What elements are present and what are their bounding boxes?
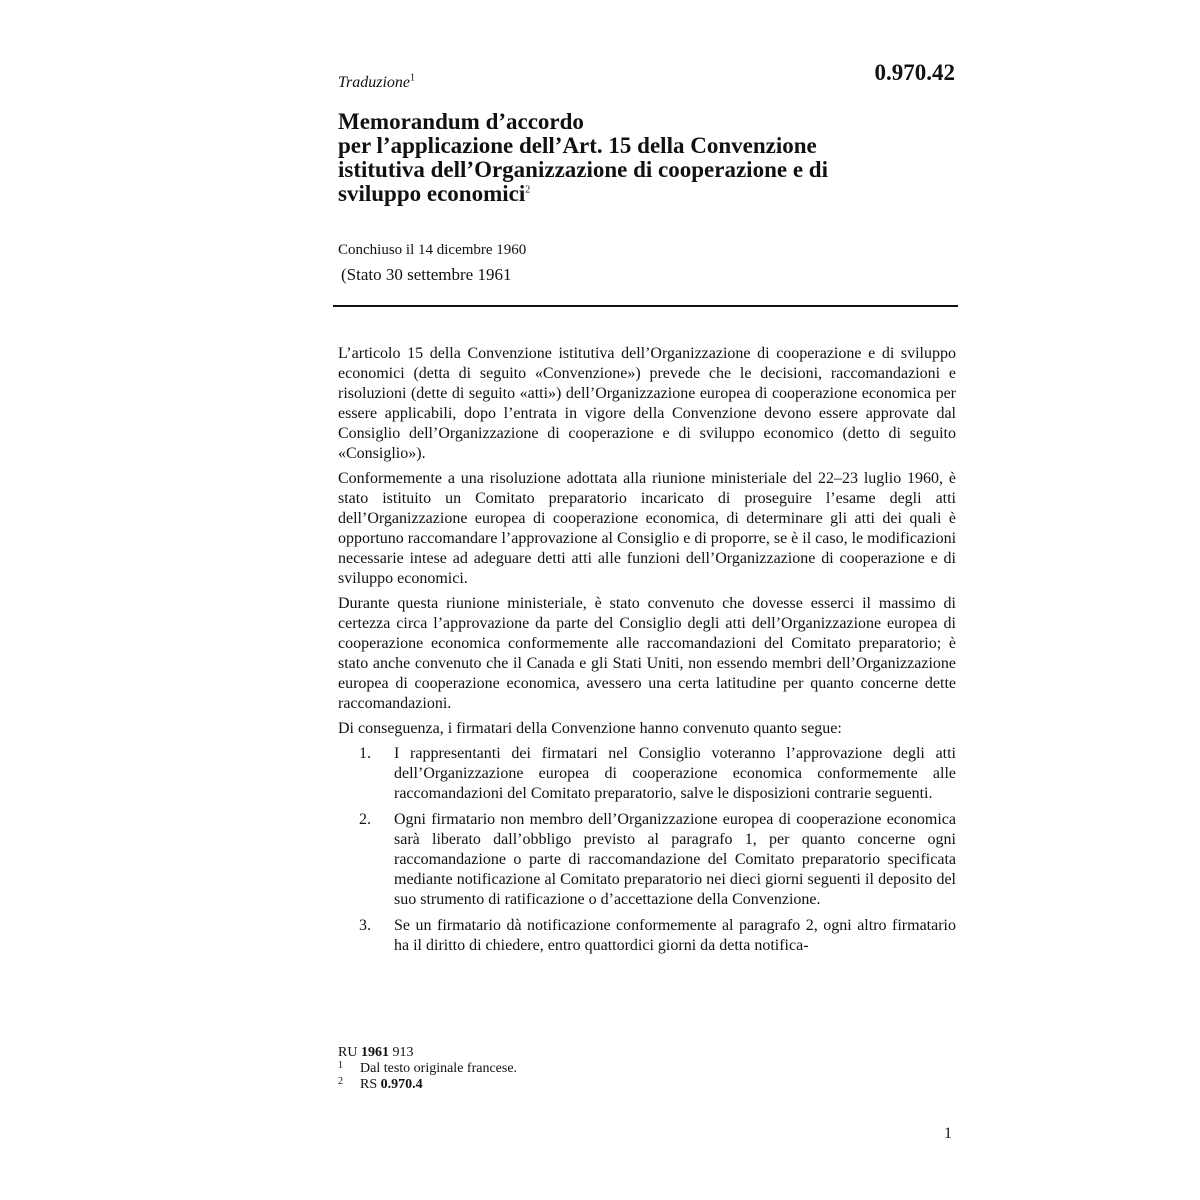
- body-paragraph: Durante questa riunione ministeriale, è stato convenuto che dovesse esserci il massimo di certezza circa l’approvazione da parte del Consiglio degli atti dell’Organizzazione europea di cooperazione economica conformemente alle raccomandazioni del Comitato preparatorio; è stato anche convenuto che il Canada e gli Stati Uniti, non essendo membri dell’Organizzazione europea di cooperazione economica, avessero una certa latitudine per quanto concerne dette raccomandazioni.: [338, 595, 956, 712]
- numbered-list: [338, 744, 956, 956]
- list-item-text: Se un firmatario dà notificazione conformemente al paragrafo 2, ogni altro firmatario ha il diritto di chiedere, entro quattordici giorni da detta notifica-: [394, 917, 956, 954]
- list-item: [338, 810, 956, 910]
- body-paragraph: Conformemente a una risoluzione adottata alla riunione ministeriale del 22–23 luglio 1960, è stato istituito un Comitato preparatorio incaricato di proseguire l’esame degli atti dell’Organizzazione europea di cooperazione economica, di determinare gli atti dei quali è opportuno raccomandare l’approvazione al Consiglio e di proporre, se è il caso, le modificazioni necessarie intese ad adeguare detti atti alle funzioni dell’Organizzazione di cooperazione e di sviluppo economici.: [338, 470, 957, 587]
- list-item-text: Ogni firmatario non membro dell’Organizzazione europea di cooperazione economica sarà liberato dall’obbligo previsto al paragrafo 1, per quanto concerne ogni raccomandazione o parte di raccomandazione del Comitato preparatorio specificata mediante notificazione al Comitato preparatorio nei dieci giorni seguenti il deposito del suo strumento di ratificazione o d’accettazione della Convenzione.: [394, 811, 956, 908]
- title-footnote-ref[interactable]: 2: [525, 184, 531, 196]
- footnote-1: [338, 1061, 517, 1077]
- footnote-text: Dal testo originale francese.: [360, 1061, 518, 1076]
- footnote-mark: 2: [338, 1076, 343, 1087]
- body-paragraph: L’articolo 15 della Convenzione istitutiva dell’Organizzazione di cooperazione e di sviluppo economici (detta di seguito «Convenzione») prevede che le decisioni, raccomandazioni e risoluzioni (dette di seguito «atti») dell’Organizzazione europea di cooperazione economica per essere applicabili, dopo l’entrata in vigore della Convenzione devono essere approvate dal Consiglio dell’Organizzazione di cooperazione e di sviluppo economico (detto di seguito «Consiglio»).: [338, 345, 956, 462]
- list-item-number: 3.: [359, 917, 371, 934]
- footnote-bold-ref[interactable]: 0.970.4: [380, 1077, 423, 1092]
- status-date: (Stato 30 settembre 1961: [341, 265, 512, 284]
- page-number: 1: [944, 1125, 952, 1142]
- title-line: sviluppo economici$^2$: [338, 181, 531, 206]
- list-item-number: 2.: [359, 811, 371, 828]
- list-item: [338, 744, 956, 804]
- title-line: Memorandum d’accordo: [338, 109, 584, 134]
- translation-footnote-ref[interactable]: 1: [410, 72, 416, 84]
- body-paragraph: Di conseguenza, i firmatari della Convenzione hanno convenuto quanto segue:: [338, 720, 842, 737]
- footnote-2: [338, 1077, 517, 1093]
- document-number: 0.970.42: [874, 60, 955, 85]
- title-line: per l’applicazione dell’Art. 15 della Convenzione: [338, 133, 817, 158]
- translation-label: Traduzione$^1$: [338, 72, 416, 91]
- official-collection-ref: RU 1961 913: [338, 1045, 414, 1060]
- document-body: [338, 344, 956, 962]
- concluded-date: Conchiuso il 14 dicembre 1960: [338, 242, 527, 258]
- list-item-text: I rappresentanti dei firmatari nel Consiglio voteranno l’approvazione degli atti dell’Organizzazione europea di cooperazione economica conformemente alle raccomandazioni del Comitato preparatorio, salve le disposizioni contrarie seguenti.: [394, 745, 956, 802]
- footnote-text: RS: [360, 1077, 378, 1092]
- footnotes: [338, 1045, 517, 1093]
- document-title: [338, 110, 938, 206]
- title-line: istitutiva dell’Organizzazione di cooperazione e di: [338, 157, 828, 182]
- list-item: [338, 916, 956, 956]
- footnote-mark: 1: [338, 1060, 343, 1071]
- header-divider: [333, 305, 958, 307]
- list-item-number: 1.: [359, 745, 371, 762]
